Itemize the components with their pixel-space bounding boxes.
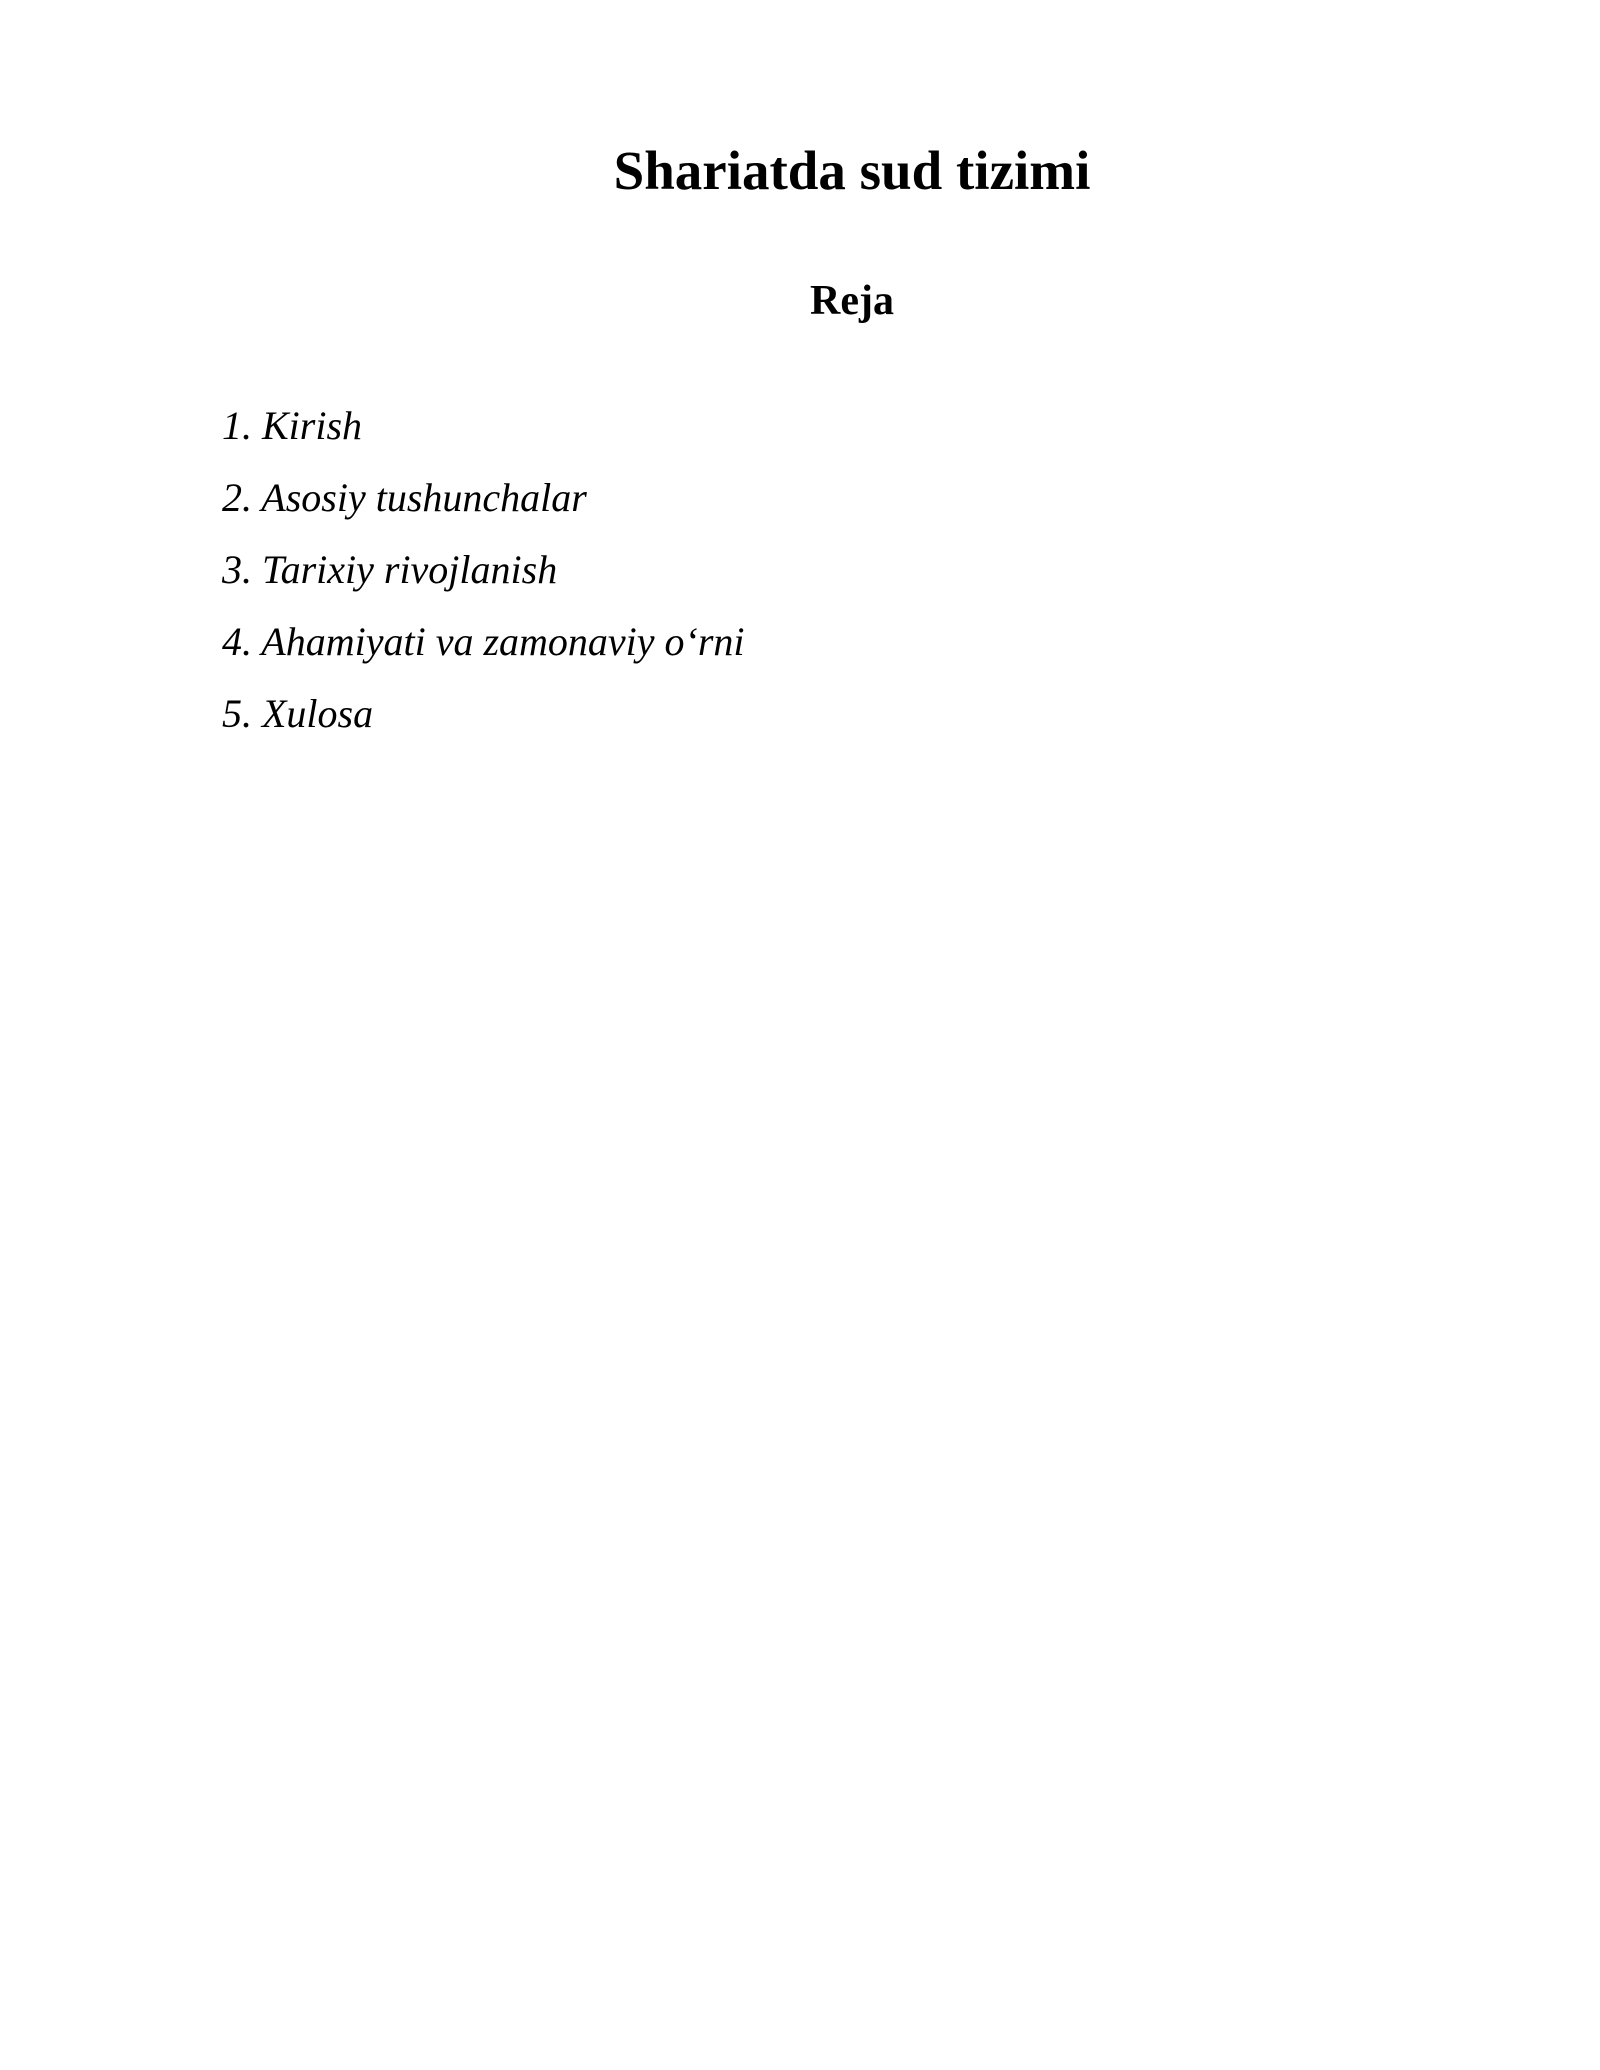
plan-heading: Reja	[810, 278, 894, 324]
document-title: Shariatda sud tizimi	[613, 140, 1091, 201]
plan-item: 1. Kirish	[222, 403, 363, 448]
plan-item: 3. Tarixiy rivojlanish	[222, 547, 558, 592]
plan-list	[222, 390, 745, 750]
plan-item: 4. Ahamiyati va zamonaviy o‘rni	[222, 619, 745, 664]
plan-item: 5. Xulosa	[222, 691, 374, 736]
plan-item: 2. Asosiy tushunchalar	[222, 475, 587, 520]
